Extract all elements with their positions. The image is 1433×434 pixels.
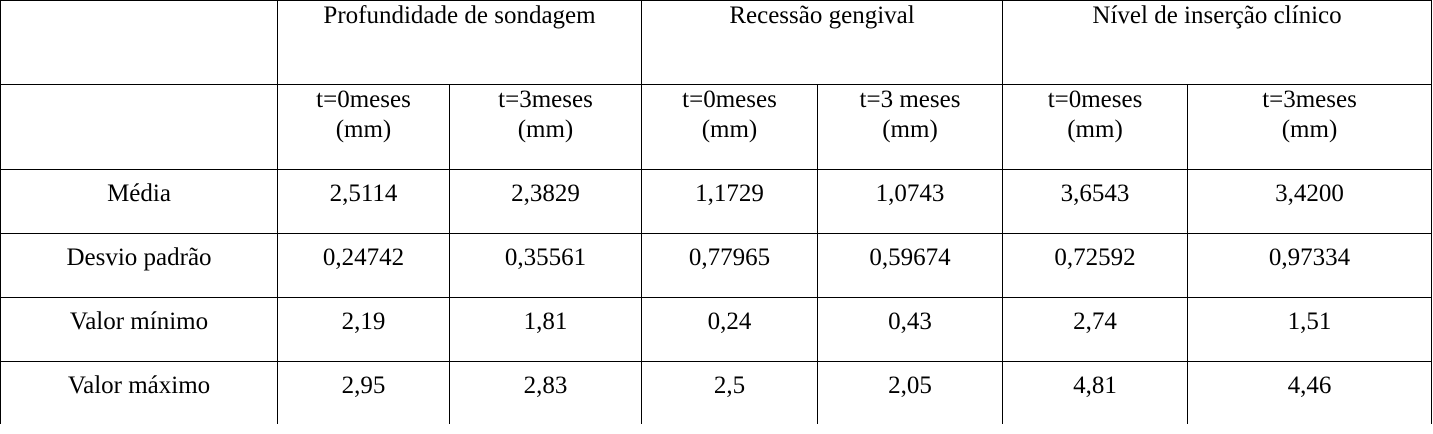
data-cell: 2,05 (818, 362, 1003, 424)
data-cell: 0,72592 (1003, 234, 1188, 298)
row-label: Valor mínimo (1, 298, 278, 362)
data-cell: 0,43 (818, 298, 1003, 362)
data-cell: 2,74 (1003, 298, 1188, 362)
unit-time: t=0meses (682, 86, 777, 113)
unit-mm: (mm) (1067, 116, 1123, 143)
table-row-mean (1, 170, 1432, 234)
data-cell: 2,3829 (450, 170, 642, 234)
unit-header-row (1, 85, 1432, 170)
data-cell: 2,5114 (278, 170, 450, 234)
unit-time: t=0meses (316, 86, 411, 113)
row-label: Média (1, 170, 278, 234)
unit-mm: (mm) (517, 116, 574, 143)
data-cell: 0,97334 (1188, 234, 1432, 298)
data-cell: 4,81 (1003, 362, 1188, 424)
unit-header-cell (1003, 85, 1188, 170)
data-cell: 1,81 (450, 298, 642, 362)
unit-header-cell (450, 85, 642, 170)
data-cell: 0,77965 (642, 234, 818, 298)
data-cell: 1,1729 (642, 170, 818, 234)
unit-mm: (mm) (882, 116, 938, 143)
empty-corner-cell-2 (1, 85, 278, 170)
unit-time: t=3meses (1262, 86, 1357, 113)
data-cell: 0,24742 (278, 234, 450, 298)
data-cell: 0,59674 (818, 234, 1003, 298)
unit-mm: (mm) (701, 116, 758, 143)
table-row-max (1, 362, 1432, 424)
unit-time: t=3 meses (859, 86, 961, 113)
data-cell: 2,19 (278, 298, 450, 362)
unit-header-cell (1188, 85, 1432, 170)
unit-header-cell (278, 85, 450, 170)
group-header-row (1, 1, 1432, 85)
unit-time: t=3meses (498, 86, 593, 113)
group-header-probing-depth: Profundidade de sondagem (278, 1, 642, 85)
unit-time: t=0meses (1047, 86, 1143, 113)
data-cell: 3,6543 (1003, 170, 1188, 234)
data-cell: 0,24 (642, 298, 818, 362)
group-header-clinical-attachment-level: Nível de inserção clínico (1003, 1, 1432, 85)
row-label: Valor máximo (1, 362, 278, 424)
data-cell: 1,51 (1188, 298, 1432, 362)
data-cell: 4,46 (1188, 362, 1432, 424)
data-cell: 3,4200 (1188, 170, 1432, 234)
data-cell: 1,0743 (818, 170, 1003, 234)
unit-header-cell (818, 85, 1003, 170)
row-label: Desvio padrão (1, 234, 278, 298)
empty-corner-cell (1, 1, 278, 85)
unit-mm: (mm) (1281, 116, 1338, 143)
group-header-gingival-recession: Recessão gengival (642, 1, 1003, 85)
data-cell: 0,35561 (450, 234, 642, 298)
data-cell: 2,83 (450, 362, 642, 424)
data-cell: 2,5 (642, 362, 818, 424)
unit-mm: (mm) (335, 116, 392, 143)
table-row-min (1, 298, 1432, 362)
table-row-std-dev (1, 234, 1432, 298)
data-cell: 2,95 (278, 362, 450, 424)
unit-header-cell (642, 85, 818, 170)
